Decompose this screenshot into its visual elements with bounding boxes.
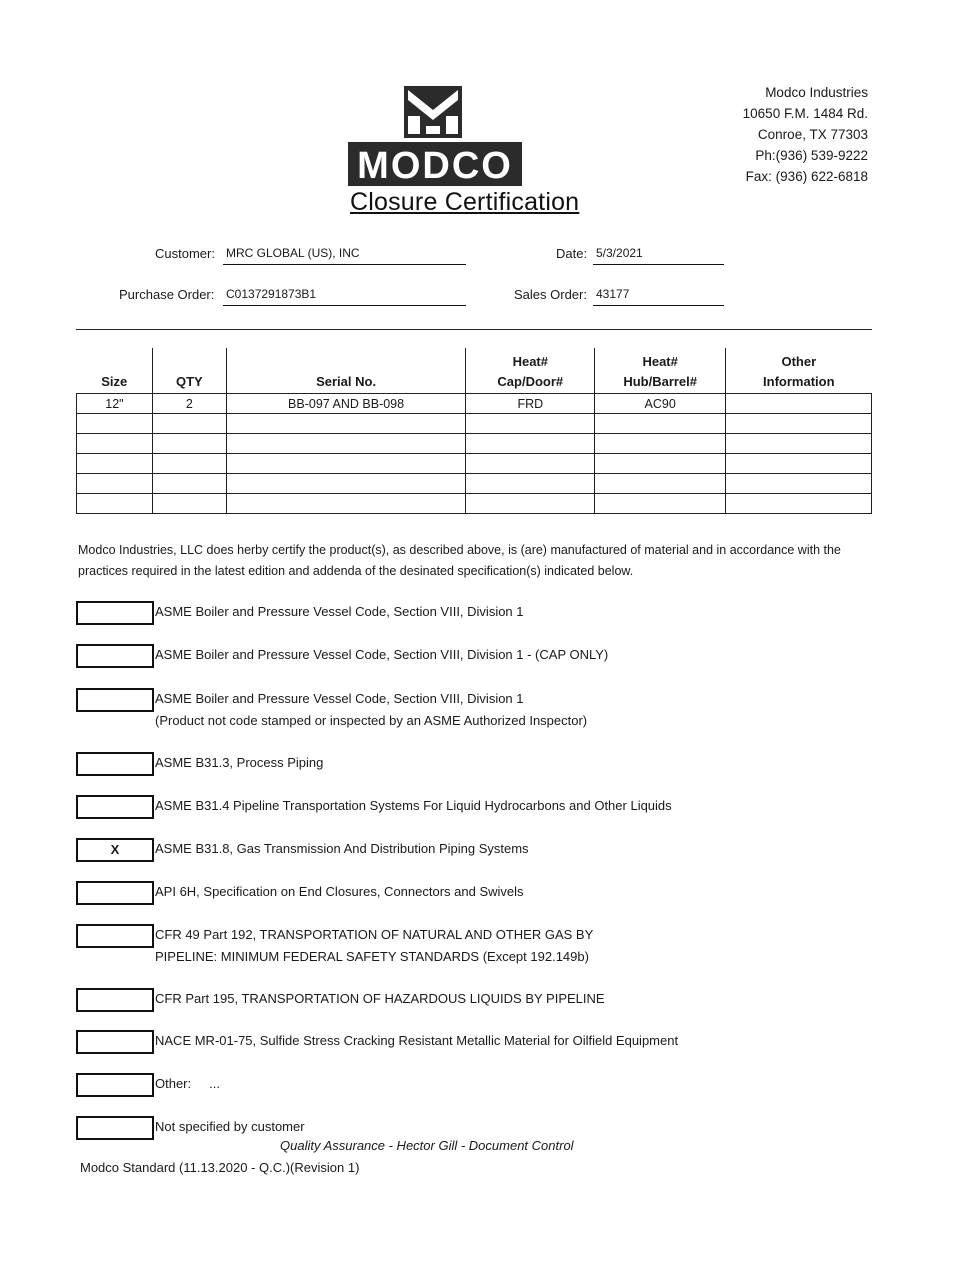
cell-serial-no: BB-097 AND BB-098 xyxy=(226,394,466,414)
spec-label: API 6H, Specification on End Closures, Connectors and Swivels xyxy=(155,884,524,899)
table-cell xyxy=(226,494,466,514)
date-value: 5/3/2021 xyxy=(593,246,724,265)
company-street: 10650 F.M. 1484 Rd. xyxy=(742,106,868,121)
customer-label: Customer: xyxy=(155,246,215,261)
table-cell xyxy=(595,494,726,514)
spec-label: NACE MR-01-75, Sulfide Stress Cracking Resistant Metallic Material for Oilfield Equipment xyxy=(155,1033,679,1048)
table-cell xyxy=(226,434,466,454)
spec-label: Not specified by customer xyxy=(155,1119,305,1134)
table-cell xyxy=(726,474,872,494)
sales-order-label: Sales Order: xyxy=(514,287,587,302)
items-table xyxy=(76,348,872,514)
customer-value: MRC GLOBAL (US), INC xyxy=(223,246,466,265)
spec-checkbox[interactable] xyxy=(76,688,154,712)
table-row xyxy=(77,454,872,474)
spec-checkbox[interactable] xyxy=(76,1030,154,1054)
spec-checkbox[interactable] xyxy=(76,795,154,819)
cell-heat-hub-barrel: AC90 xyxy=(595,394,726,414)
table-cell xyxy=(726,494,872,514)
spec-label: ASME B31.4 Pipeline Transportation Systems For Liquid Hydrocarbons and Other Liquids xyxy=(155,798,672,813)
company-address-block xyxy=(743,82,868,187)
table-cell xyxy=(152,494,226,514)
table-cell xyxy=(77,474,153,494)
cell-heat-cap-door: FRD xyxy=(466,394,595,414)
table-cell xyxy=(466,434,595,454)
header-other-information: Other Information xyxy=(726,348,872,394)
spec-checkbox[interactable] xyxy=(76,1116,154,1140)
table-cell xyxy=(726,454,872,474)
company-city: Conroe, TX 77303 xyxy=(757,127,868,142)
header-divider xyxy=(76,329,872,330)
svg-text:MODCO: MODCO xyxy=(357,145,513,186)
spec-label: ASME Boiler and Pressure Vessel Code, Section VIII, Division 1 - (CAP ONLY) xyxy=(155,647,609,662)
table-cell xyxy=(595,414,726,434)
header-size: Size xyxy=(101,374,128,389)
footer-quality-assurance: Quality Assurance - Hector Gill - Document Control xyxy=(280,1138,574,1153)
table-cell xyxy=(466,454,595,474)
table-cell xyxy=(726,414,872,434)
header-serial-no: Serial No. xyxy=(226,348,466,394)
date-label: Date: xyxy=(556,246,588,261)
spec-checkbox[interactable] xyxy=(76,752,154,776)
cell-other-information xyxy=(726,394,872,414)
cell-qty: 2 xyxy=(152,394,226,414)
spec-checkbox[interactable] xyxy=(76,988,154,1012)
table-row xyxy=(77,414,872,434)
table-cell xyxy=(77,434,153,454)
spec-label: ASME Boiler and Pressure Vessel Code, Section VIII, Division 1 xyxy=(155,604,524,619)
modco-logo-wordmark xyxy=(348,142,522,186)
table-cell xyxy=(466,474,595,494)
certification-statement: Modco Industries, LLC does herby certify the product(s), as described above, is (are) manufactured of material and in accordance with the practices required in the latest edition and addenda of the desinated specification(s) indicated below. xyxy=(78,543,841,578)
table-cell xyxy=(466,414,595,434)
table-row xyxy=(77,494,872,514)
table-cell xyxy=(595,434,726,454)
spec-label: Other: ... xyxy=(155,1076,221,1091)
table-cell xyxy=(77,494,153,514)
table-cell xyxy=(595,454,726,474)
table-cell xyxy=(226,474,466,494)
table-cell xyxy=(152,414,226,434)
purchase-order-label: Purchase Order: xyxy=(119,287,215,302)
table-cell xyxy=(726,434,872,454)
spec-checkbox[interactable] xyxy=(76,881,154,905)
modco-logo-mark xyxy=(404,86,462,138)
table-cell xyxy=(226,414,466,434)
table-row xyxy=(77,434,872,454)
footer-standard-revision: Modco Standard (11.13.2020 - Q.C.)(Revision 1) xyxy=(80,1160,360,1175)
table-header-row xyxy=(77,348,872,394)
table-cell xyxy=(595,474,726,494)
spec-checkbox[interactable] xyxy=(76,1073,154,1097)
table-cell xyxy=(77,454,153,474)
spec-label: CFR Part 195, TRANSPORTATION OF HAZARDOUS LIQUIDS BY PIPELINE xyxy=(155,991,605,1006)
spec-label: ASME Boiler and Pressure Vessel Code, Section VIII, Division 1 (Product not code stamped or inspected by an ASME Authorized Inspector) xyxy=(155,691,588,728)
sales-order-value: 43177 xyxy=(593,287,724,306)
spec-checkbox[interactable] xyxy=(76,924,154,948)
company-name: Modco Industries xyxy=(765,85,868,100)
table-cell xyxy=(152,434,226,454)
spec-label: ASME B31.3, Process Piping xyxy=(155,755,324,770)
table-cell xyxy=(152,454,226,474)
spec-checkbox[interactable] xyxy=(76,601,154,625)
table-row xyxy=(77,474,872,494)
header-heat-cap-door: Heat# Cap/Door# xyxy=(466,348,595,394)
document-title: Closure Certification xyxy=(350,188,580,216)
header-heat-hub-barrel: Heat# Hub/Barrel# xyxy=(595,348,726,394)
header-qty: QTY xyxy=(152,348,226,394)
company-phone: Ph:(936) 539-9222 xyxy=(755,148,868,163)
spec-checkbox[interactable] xyxy=(76,644,154,668)
spec-checkbox[interactable]: X xyxy=(76,838,154,862)
spec-label: CFR 49 Part 192, TRANSPORTATION OF NATURAL AND OTHER GAS BY PIPELINE: MINIMUM FEDERAL SAFETY STANDARDS (Except 192.149b) xyxy=(155,927,594,964)
table-cell xyxy=(77,414,153,434)
cell-size: 12" xyxy=(77,394,153,414)
table-cell xyxy=(226,454,466,474)
table-cell xyxy=(152,474,226,494)
table-cell xyxy=(466,494,595,514)
spec-label: ASME B31.8, Gas Transmission And Distribution Piping Systems xyxy=(155,841,529,856)
company-fax: Fax: (936) 622-6818 xyxy=(745,169,868,184)
table-row xyxy=(77,394,872,414)
purchase-order-value: C0137291873B1 xyxy=(223,287,466,306)
